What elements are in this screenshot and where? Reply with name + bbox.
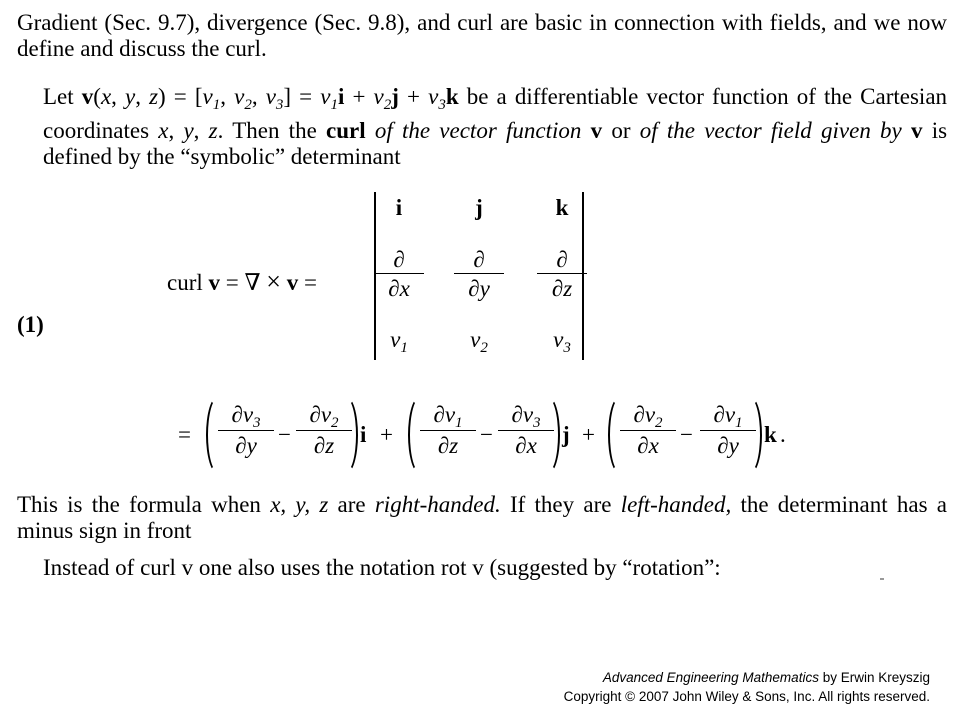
frac-dv1-dy: $\frac{\partial v_1}{\partial y}$ [700,402,756,459]
equation-number: (1) [17,312,44,337]
paren-close-2 [540,396,560,474]
frac-dv3-dy: $\frac{\partial v_3}{\partial y}$ [218,402,274,459]
copyright-line: Copyright © 2007 John Wiley & Sons, Inc. All rights reserved. [563,689,930,704]
partial-y: ∂ ∂y [454,247,504,302]
det-v1: $v_1$ [390,327,408,356]
det-j: j [475,195,483,220]
frac-dv2-dz: $\frac{\partial v_2}{\partial z}$ [296,402,352,459]
det-i: i [395,195,403,220]
intro-paragraph: Gradient (Sec. 9.7), divergence (Sec. 9.8), and curl are basic in connection with fields, and we now define and discuss the curl. [17,10,947,61]
partial-z: ∂ ∂z [537,247,587,302]
frac-dv1-dz: $\frac{\partial v_1}{\partial z}$ [420,402,476,459]
det-v3: $v_3$ [553,327,571,356]
handedness-paragraph: This is the formula when x, y, z are right-handed. If they are left-handed, the determinant has a minus sign in front [17,492,948,543]
frac-dv3-dx: $\frac{\partial v_3}{\partial x}$ [498,402,554,459]
stray-mark [880,578,884,580]
definition-paragraph: Let v(x, y, $z) = [v_1$, $v_2$, $v_3] = v_1i + v_2j + v_3k$ be a differentiable vector function of the Cartesian coordinates x, y, z. Then the curl of the vector function v or of the vector field given by v is defined by the “symbolic” determinant [43,84,948,169]
det-k: k [555,195,569,220]
book-title: Advanced Engineering Mathematics [602,670,819,685]
curl-term: curl [326,118,366,143]
paren-close-1 [338,396,358,474]
partial-x: ∂ ∂x [374,247,424,302]
curl-determinant [374,192,586,360]
curl-lhs: curl v = ∇ × v = [167,267,317,296]
paren-close-3 [742,396,762,474]
curl-expansion: = $\frac{\partial v_3}{\partial y}$ − $\frac{\partial v_2}{\partial z}$ i + $\frac{\partial v_1}{\partial z}$ − $\frac{\partial v_3}{\partial x}$ j + $\frac{\partial v_2}{\partial x}$ − $\frac{\partial v_1}{\partial y}$ k . [172,394,812,474]
frac-dv2-dx: $\frac{\partial v_2}{\partial x}$ [620,402,676,459]
rot-notation-line: Instead of curl v one also uses the notation rot v (suggested by “rotation”: [43,555,721,580]
det-v2: $v_2$ [470,327,488,356]
footer-citation: Advanced Engineering Mathematics by Erwin Kreyszig Copyright © 2007 John Wiley & Sons, Inc. All rights reserved. [563,670,930,704]
